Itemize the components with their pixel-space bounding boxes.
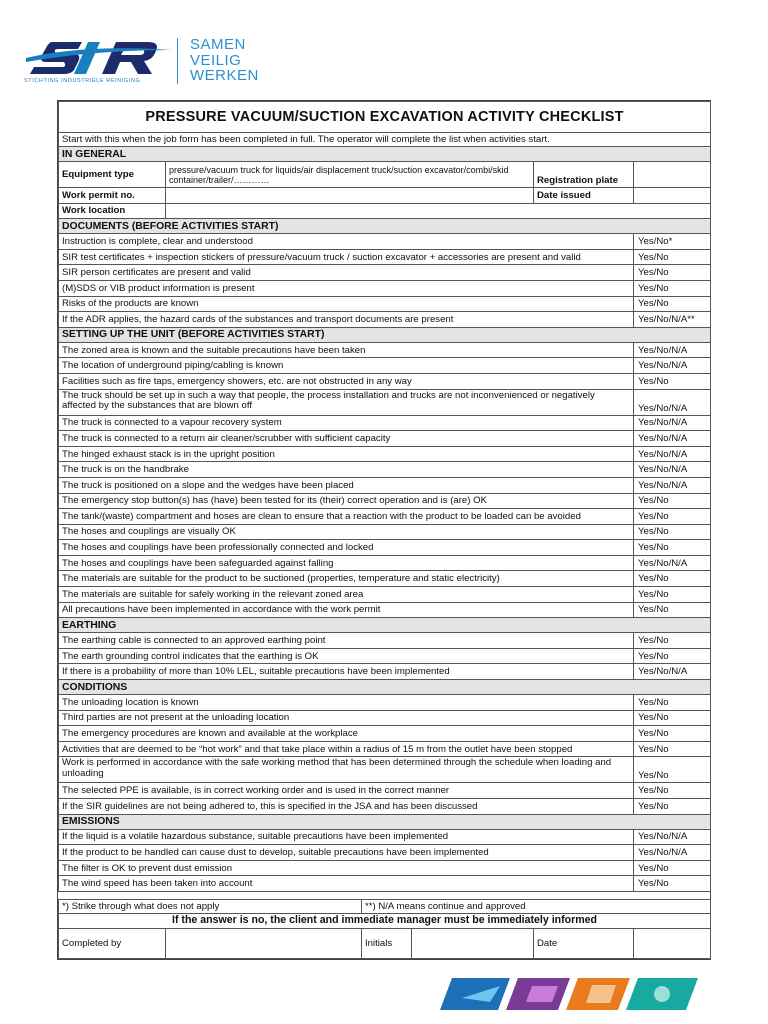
checklist-item-text: All precautions have been implemented in accordance with the work permit (59, 602, 634, 618)
warning-row (59, 913, 711, 928)
notes-row (59, 899, 711, 913)
tagline-line: VEILIG (190, 51, 242, 69)
checklist-row (59, 741, 711, 757)
note-na: **) N/A means continue and approved (362, 899, 711, 913)
work-location-field[interactable] (166, 203, 711, 219)
checklist-row (59, 373, 711, 389)
equipment-type-field[interactable]: pressure/vacuum truck for liquids/air displacement truck/suction excavator/combi/skid container/trailer/………… (166, 162, 534, 188)
checklist-item-text: The emergency stop button(s) has (have) been tested for its (their) correct operation and is (are) OK (59, 493, 634, 509)
checklist-row (59, 446, 711, 462)
tagline (190, 37, 259, 84)
work-permit-field[interactable] (166, 188, 534, 204)
sir-logo-icon (24, 36, 174, 78)
completed-by-label: Completed by (59, 928, 166, 958)
checklist-table (58, 101, 711, 959)
checklist-row (59, 587, 711, 603)
initials-cell (362, 928, 534, 958)
checklist-row (59, 648, 711, 664)
checklist-row (59, 876, 711, 892)
initials-field[interactable] (412, 929, 533, 958)
checklist-item-text: The unloading location is known (59, 695, 634, 711)
checklist-answer-field[interactable]: Yes/No/N/A (634, 829, 711, 845)
checklist-answer-field[interactable]: Yes/No (634, 509, 711, 525)
checklist-row (59, 602, 711, 618)
checklist-item-text: If the liquid is a volatile hazardous substance, suitable precautions have been implemented (59, 829, 634, 845)
checklist-row (59, 540, 711, 556)
spacer-row (59, 891, 711, 899)
checklist-item-text: The truck should be set up in such a way that people, the process installation and trucks are not inconvenienced or negatively affected by the substances that are blown off (59, 389, 634, 415)
checklist-answer-field[interactable]: Yes/No/N/A (634, 431, 711, 447)
checklist-item-text: The materials are suitable for safely working in the relevant zoned area (59, 587, 634, 603)
section-heading: EMISSIONS (59, 814, 711, 829)
checklist-row (59, 783, 711, 799)
checklist-row (59, 710, 711, 726)
header (24, 36, 324, 88)
intro-row (59, 133, 711, 147)
work-location-label: Work location (59, 203, 166, 219)
checklist-answer-field[interactable]: Yes/No/N/A (634, 415, 711, 431)
checklist-answer-field[interactable]: Yes/No (634, 783, 711, 799)
checklist-item-text: The wind speed has been taken into account (59, 876, 634, 892)
checklist-item-text: The zoned area is known and the suitable precautions have been taken (59, 342, 634, 358)
logo-subtitle: STICHTING INDUSTRIËLE REINIGING (24, 78, 141, 84)
section-heading-row (59, 219, 711, 234)
checklist-item-text: The truck is on the handbrake (59, 462, 634, 478)
checklist-item-text: The hinged exhaust stack is in the upright position (59, 446, 634, 462)
checklist-item-text: The hoses and couplings are visually OK (59, 524, 634, 540)
form-title: PRESSURE VACUUM/SUCTION EXCAVATION ACTIVITY CHECKLIST (59, 102, 711, 133)
tagline-line: SAMEN (190, 36, 246, 53)
work-location-row (59, 203, 711, 219)
checklist-row (59, 509, 711, 525)
checklist-item-text: SIR test certificates + inspection stickers of pressure/vacuum truck / suction excavator + accessories are present and valid (59, 249, 634, 265)
checklist-row (59, 799, 711, 815)
checklist-answer-field[interactable]: Yes/No (634, 876, 711, 892)
checklist-row (59, 845, 711, 861)
checklist-item-text: Risks of the products are known (59, 296, 634, 312)
checklist-answer-field[interactable]: Yes/No* (634, 234, 711, 250)
checklist-answer-field[interactable]: Yes/No (634, 633, 711, 649)
checklist-answer-field[interactable]: Yes/No (634, 799, 711, 815)
checklist-item-text: The earthing cable is connected to an approved earthing point (59, 633, 634, 649)
checklist-answer-field[interactable]: Yes/No (634, 373, 711, 389)
checklist-item-text: The truck is positioned on a slope and the wedges have been placed (59, 477, 634, 493)
checklist-row (59, 234, 711, 250)
checklist-answer-field[interactable]: Yes/No/N/A (634, 389, 711, 415)
checklist-answer-field[interactable]: Yes/No/N/A (634, 845, 711, 861)
checklist-answer-field[interactable]: Yes/No/N/A (634, 358, 711, 374)
completed-by-field[interactable] (166, 928, 362, 958)
date-field[interactable] (634, 928, 711, 958)
note-strike: *) Strike through what does not apply (59, 899, 362, 913)
initials-label: Initials (362, 929, 412, 958)
checklist-answer-field[interactable]: Yes/No (634, 741, 711, 757)
checklist-row (59, 265, 711, 281)
checklist-answer-field[interactable]: Yes/No (634, 265, 711, 281)
checklist-item-text: The emergency procedures are known and available at the workplace (59, 726, 634, 742)
checklist-answer-field[interactable]: Yes/No (634, 602, 711, 618)
checklist-form (57, 100, 711, 960)
checklist-row (59, 280, 711, 296)
section-heading-row (59, 618, 711, 633)
date-issued-label: Date issued (534, 188, 634, 204)
logo-divider (177, 38, 178, 84)
checklist-item-text: The location of underground piping/cabling is known (59, 358, 634, 374)
tagline-line: WERKEN (190, 67, 259, 84)
checklist-answer-field[interactable]: Yes/No (634, 493, 711, 509)
checklist-answer-field[interactable]: Yes/No (634, 296, 711, 312)
checklist-item-text: The materials are suitable for the product to be suctioned (properties, temperature and static electricity) (59, 571, 634, 587)
date-issued-field[interactable] (634, 188, 711, 204)
checklist-row (59, 726, 711, 742)
checklist-answer-field[interactable]: Yes/No/N/A (634, 477, 711, 493)
checklist-item-text: Work is performed in accordance with the safe working method that has been determined through the schedule when loading and unloading (59, 757, 634, 783)
checklist-row (59, 555, 711, 571)
checklist-row (59, 695, 711, 711)
checklist-row (59, 477, 711, 493)
spacer-cell (59, 891, 711, 899)
checklist-item-text: Instruction is complete, clear and understood (59, 234, 634, 250)
checklist-item-text: The selected PPE is available, is in correct working order and is used in the correct manner (59, 783, 634, 799)
section-heading-row (59, 327, 711, 342)
checklist-item-text: The filter is OK to prevent dust emission (59, 860, 634, 876)
checklist-row (59, 524, 711, 540)
checklist-answer-field[interactable]: Yes/No (634, 524, 711, 540)
checklist-answer-field[interactable]: Yes/No/N/A (634, 342, 711, 358)
checklist-row (59, 757, 711, 783)
section-heading: SETTING UP THE UNIT (BEFORE ACTIVITIES START) (59, 327, 711, 342)
checklist-item-text: The hoses and couplings have been safeguarded against falling (59, 555, 634, 571)
checklist-answer-field[interactable]: Yes/No (634, 571, 711, 587)
checklist-item-text: The truck is connected to a return air cleaner/scrubber with sufficient capacity (59, 431, 634, 447)
checklist-answer-field[interactable]: Yes/No (634, 695, 711, 711)
checklist-item-text: The hoses and couplings have been professionally connected and locked (59, 540, 634, 556)
checklist-item-text: Facilities such as fire taps, emergency showers, etc. are not obstructed in any way (59, 373, 634, 389)
checklist-item-text: Third parties are not present at the unloading location (59, 710, 634, 726)
footer-pictogram-icon (440, 976, 702, 1012)
checklist-row (59, 389, 711, 415)
checklist-answer-field[interactable]: Yes/No/N/A (634, 664, 711, 680)
checklist-row (59, 415, 711, 431)
checklist-answer-field[interactable]: Yes/No (634, 726, 711, 742)
checklist-item-text: If the product to be handled can cause dust to develop, suitable precautions have been implemented (59, 845, 634, 861)
checklist-row (59, 358, 711, 374)
registration-plate-label: Registration plate (534, 162, 634, 188)
checklist-row (59, 431, 711, 447)
checklist-item-text: The earth grounding control indicates that the earthing is OK (59, 648, 634, 664)
checklist-item-text: (M)SDS or VIB product information is present (59, 280, 634, 296)
checklist-item-text: The truck is connected to a vapour recovery system (59, 415, 634, 431)
checklist-item-text: The tank/(waste) compartment and hoses are clean to ensure that a reaction with the product to be loaded can be avoided (59, 509, 634, 525)
checklist-row (59, 312, 711, 328)
section-heading-row (59, 147, 711, 162)
work-permit-label: Work permit no. (59, 188, 166, 204)
checklist-answer-field[interactable]: Yes/No (634, 860, 711, 876)
checklist-answer-field[interactable]: Yes/No (634, 249, 711, 265)
checklist-row (59, 571, 711, 587)
registration-plate-field[interactable] (634, 162, 711, 188)
section-heading: CONDITIONS (59, 680, 711, 695)
section-heading: EARTHING (59, 618, 711, 633)
checklist-item-text: SIR person certificates are present and valid (59, 265, 634, 281)
checklist-row (59, 860, 711, 876)
checklist-answer-field[interactable]: Yes/No/N/A** (634, 312, 711, 328)
checklist-row (59, 249, 711, 265)
checklist-row (59, 462, 711, 478)
checklist-answer-field[interactable]: Yes/No/N/A (634, 446, 711, 462)
checklist-item-text: If the SIR guidelines are not being adhered to, this is specified in the JSA and has been discussed (59, 799, 634, 815)
intro-text: Start with this when the job form has been completed in full. The operator will complete the list when activities start. (59, 133, 711, 147)
checklist-item-text: If the ADR applies, the hazard cards of the substances and transport documents are present (59, 312, 634, 328)
equipment-type-row (59, 162, 711, 188)
checklist-answer-field[interactable]: Yes/No/N/A (634, 462, 711, 478)
warning-text: If the answer is no, the client and immediate manager must be immediately informed (59, 913, 711, 928)
section-heading-row (59, 814, 711, 829)
checklist-answer-field[interactable]: Yes/No (634, 587, 711, 603)
signoff-row (59, 928, 711, 958)
work-permit-row (59, 188, 711, 204)
checklist-item-text: Activities that are deemed to be “hot work” and that take place within a radius of 15 m from the outlet have been stopped (59, 741, 634, 757)
equipment-type-label: Equipment type (59, 162, 166, 188)
title-row (59, 102, 711, 133)
checklist-row (59, 664, 711, 680)
checklist-row (59, 633, 711, 649)
section-heading: DOCUMENTS (BEFORE ACTIVITIES START) (59, 219, 711, 234)
checklist-item-text: If there is a probability of more than 10% LEL, suitable precautions have been implemented (59, 664, 634, 680)
section-heading: IN GENERAL (59, 147, 711, 162)
checklist-answer-field[interactable]: Yes/No (634, 648, 711, 664)
checklist-answer-field[interactable]: Yes/No (634, 280, 711, 296)
date-label: Date (534, 928, 634, 958)
checklist-row (59, 342, 711, 358)
section-heading-row (59, 680, 711, 695)
checklist-answer-field[interactable]: Yes/No (634, 710, 711, 726)
checklist-answer-field[interactable]: Yes/No (634, 540, 711, 556)
checklist-answer-field[interactable]: Yes/No (634, 757, 711, 783)
checklist-answer-field[interactable]: Yes/No/N/A (634, 555, 711, 571)
checklist-row (59, 296, 711, 312)
checklist-row (59, 493, 711, 509)
checklist-row (59, 829, 711, 845)
